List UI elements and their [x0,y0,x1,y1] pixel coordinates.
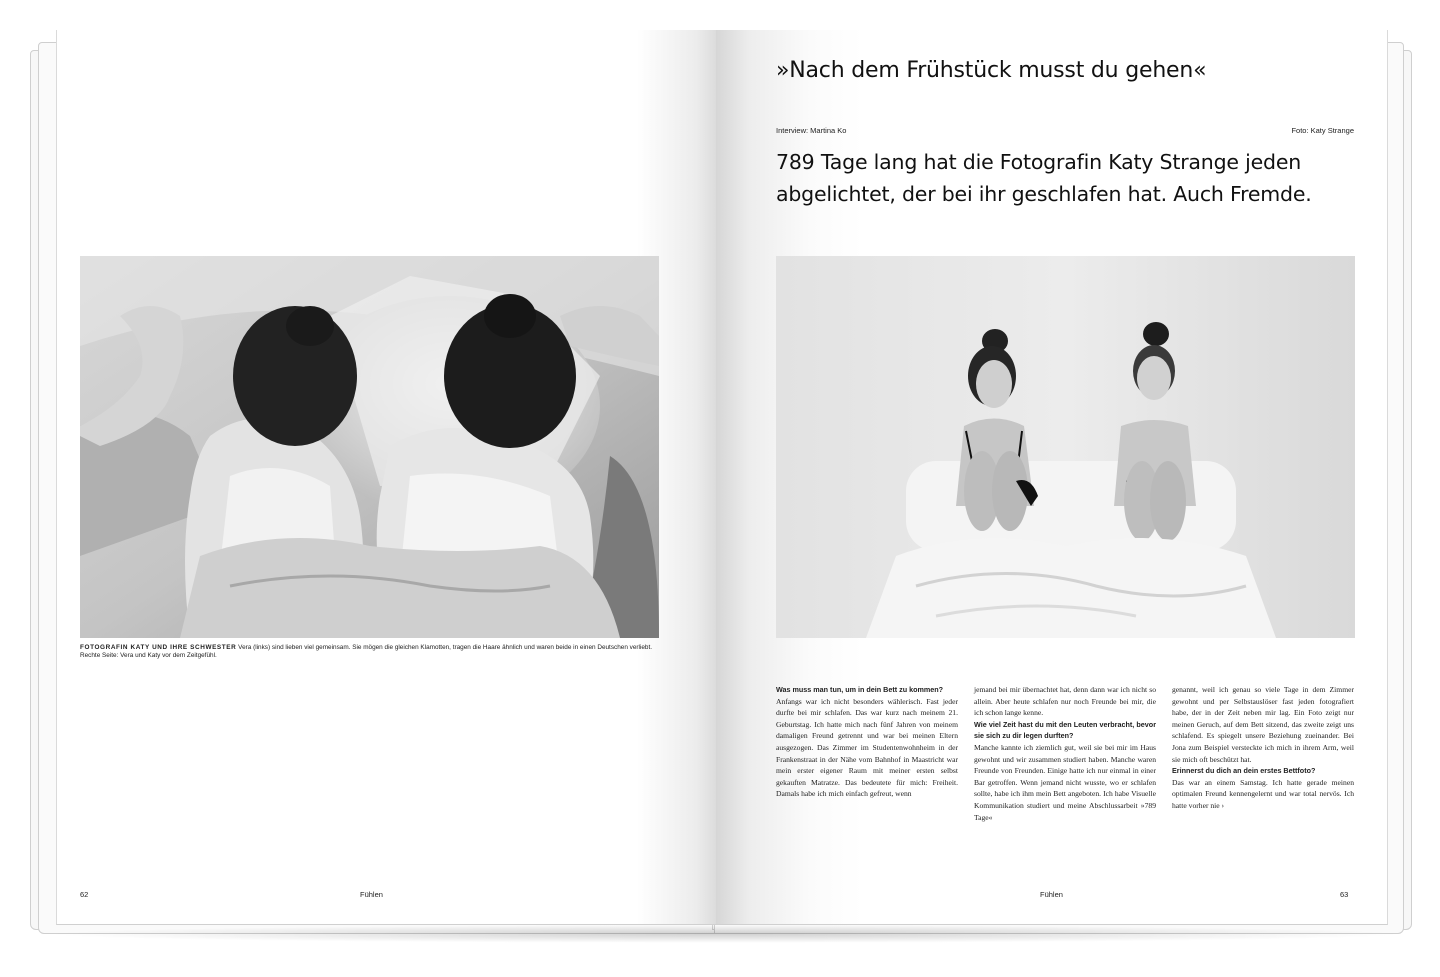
interview-answer: Anfangs war ich nicht besonders wählerisch. Fast jeder durfte bei mir schlafen. Das war kurz nach meinem 21. Geburtstag. Ich hatte mich nach fünf Jahren von meinem damaligen Freund getrennt und war bei meinen Eltern ausgezogen. Das Zimmer im Studentenwohnheim in der Frankenstraat in der Nähe vom Bahnhof in Maastricht war mein erster eigener Raum mit meiner ersten selbst gekauften Matratze. Das bedeutete für mich: Freiheit. Damals habe ich mich einfach gefreut, wenn [776,696,958,799]
interview-answer: jemand bei mir übernachtet hat, denn dann war ich nicht so allein. Aber heute schlafen nur noch Freunde bei mir, die ich schon lange kenne. [974,685,1156,718]
interview-question: Erinnerst du dich an dein erstes Bettfoto? [1172,766,1316,776]
interview-question: Was muss man tun, um in dein Bett zu kommen? [776,685,944,694]
interview-answer: Das war an einem Samstag. Ich hatte gerade meinen optimalen Freund kennengelernt und war total nervös. Ich hatte vorher nie › [1172,777,1354,810]
photo-credit: Foto: Katy Strange [1291,126,1354,135]
interview-question: Wie viel Zeit hast du mit den Leuten verbracht, bevor sie sich zu dir legen durften? [974,719,1156,741]
article-column-1 [776,684,958,800]
photo-caption [80,644,659,660]
book-shadow [40,925,1410,943]
magazine-name-left: Fühlen [360,890,383,899]
article-column-2 [974,684,1156,823]
photo-sisters-in-bed [80,256,659,638]
photo-sisters-sitting [776,256,1355,638]
magazine-name-right: Fühlen [1040,890,1063,899]
page-number-left: 62 [80,890,89,899]
article-deck: 789 Tage lang hat die Fotografin Katy Strange jeden abgelichtet, der bei ihr geschlafen hat. Auch Fremde. [776,150,1312,206]
article-column-3 [1172,684,1354,812]
caption-body: Vera (links) sind lieben viel gemeinsam. Sie mögen die gleichen Klamotten, tragen die Haare ähnlich und waren beide in einen Deutschen verliebt. Rechte Seite: Vera und Katy vor dem Zeitgefühl. [80,644,653,659]
interview-answer: Manche kannte ich ziemlich gut, weil sie bei mir im Haus gewohnt und wir zusammen studiert haben. Manche waren Freunde von Freunden. Einige hatte ich nur einmal in einer Bar getroffen. Wenn jemand nicht wusste, wo er schlafen sollte, habe ich ihm mein Bett angeboten. Ich habe Visuelle Kommunikation studiert und meine Abschlussarbeit »789 Tage« [974,742,1156,822]
interview-credit: Interview: Martina Ko [776,126,847,135]
interview-answer: genannt, weil ich genau so viele Tage in dem Zimmer gewohnt und per Selbstauslöser fast jeden fotografiert habe, der in der Zeit neben mir lag. Ein Foto zeigt nur meinen Geruch, auf dem Bett sitzend, das zweite zeigt uns schlafend. Es spiegelt unsere Beziehung zueinander. Bei Jona zum Beispiel versteckte ich mich in ihrem Arm, weil sie mich oft beschützt hat. [1172,685,1354,764]
caption-lead: FOTOGRAFIN KATY UND IHRE SCHWESTER [80,644,237,651]
article-headline: »Nach dem Frühstück musst du gehen« [776,58,1207,83]
page-number-right: 63 [1340,890,1349,899]
